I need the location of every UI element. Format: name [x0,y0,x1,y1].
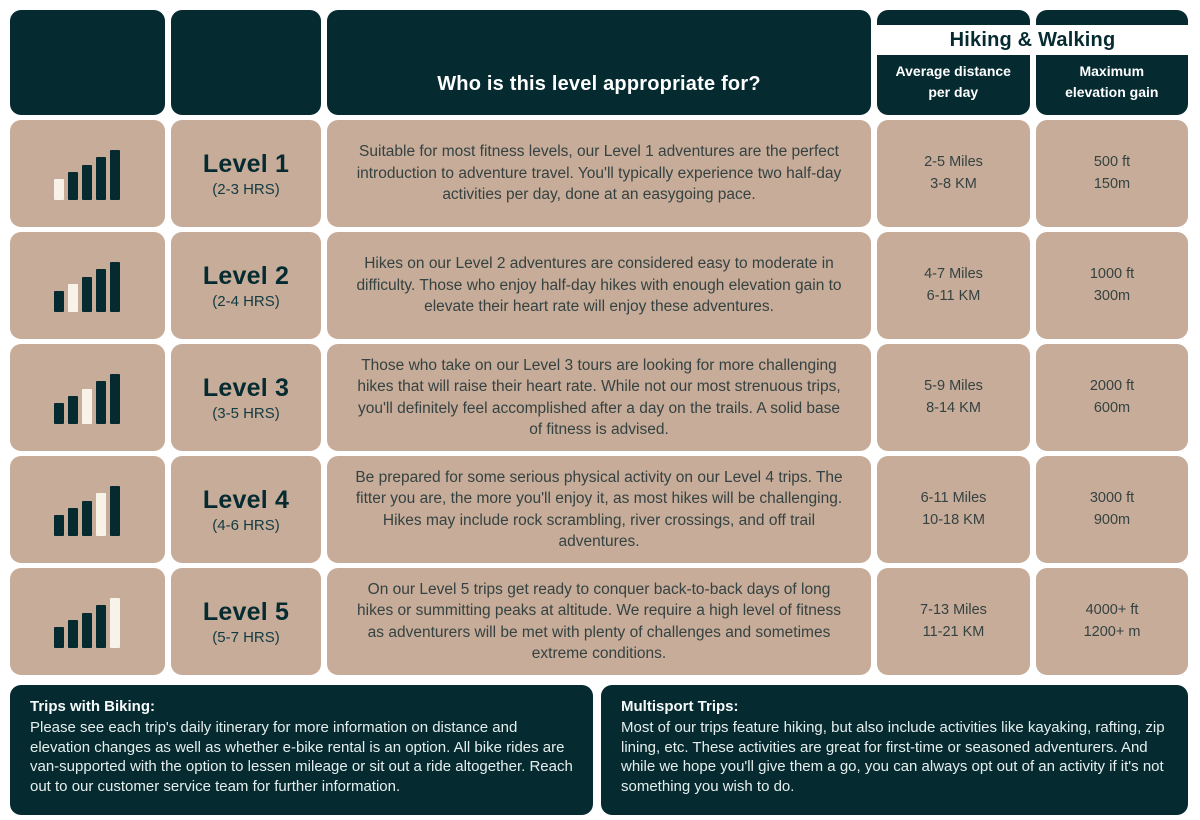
level-2-elevation-cell [1036,232,1188,339]
level-3-distance-cell [877,344,1030,451]
header-hiking-walking-group [877,10,1188,115]
distance-miles: 6-11 Miles [920,489,987,506]
header-who-title: Who is this level appropriate for? [327,10,871,115]
elevation-m: 1200+ m [1083,623,1141,640]
footer-notes [10,685,1188,815]
level-title: Level 5 [202,597,290,626]
level-4-label-cell [171,456,321,563]
elevation-m: 150m [1093,175,1131,192]
distance-km: 11-21 KM [922,623,985,640]
distance-miles: 4-7 Miles [924,265,983,282]
distance-miles: 5-9 Miles [924,377,983,394]
fitness-bars-icon [54,484,122,536]
hiking-walking-title: Hiking & Walking [949,28,1116,51]
level-hours: (2-4 HRS) [212,292,280,310]
level-1-icon-cell [10,120,165,227]
elevation-ft: 1000 ft [1089,265,1135,282]
distance-km: 6-11 KM [926,287,981,304]
fitness-bars-icon [54,260,122,312]
elevation-m: 600m [1093,399,1131,416]
header-icon-column-spacer [10,10,165,115]
level-2-description: Hikes on our Level 2 adventures are considered easy to moderate in difficulty. Those who enjoy half-day hikes with enough elevation gain to elevate their heart rate will enjoy these adventures. [327,232,871,339]
elevation-ft: 3000 ft [1089,489,1135,506]
level-5-distance-cell [877,568,1030,675]
level-3-icon-cell [10,344,165,451]
elevation-m: 300m [1093,287,1131,304]
fitness-bars-icon [54,148,122,200]
level-hours: (2-3 HRS) [212,180,280,198]
level-4-description: Be prepared for some serious physical activity on our Level 4 trips. The fitter you are, the more you'll enjoy it, as most hikes will be challenging. Hikes may include rock scrambling, river crossings, and off trail adventures. [327,456,871,563]
level-2-distance-cell [877,232,1030,339]
distance-km: 3-8 KM [930,175,977,192]
level-3-label-cell [171,344,321,451]
elevation-ft: 2000 ft [1089,377,1135,394]
level-title: Level 3 [202,373,290,402]
header-average-distance-line1: Average distance [895,63,1011,80]
level-hours: (5-7 HRS) [212,628,280,646]
level-title: Level 1 [202,149,290,178]
level-5-description: On our Level 5 trips get ready to conquer back-to-back days of long hikes or summitting peaks at altitude. We require a high level of fitness as adventurers will be met with plenty of challenges and sometimes extreme conditions. [327,568,871,675]
level-title: Level 4 [202,485,290,514]
multisport-note-title: Multisport Trips: [621,698,739,715]
level-4-elevation-cell [1036,456,1188,563]
header-max-elevation-line2: elevation gain [1065,83,1159,100]
level-4-icon-cell [10,456,165,563]
distance-miles: 7-13 Miles [920,601,987,618]
level-5-icon-cell [10,568,165,675]
header-average-distance-line2: per day [928,83,979,100]
fitness-bars-icon [54,596,122,648]
header-max-elevation-line1: Maximum [1079,63,1145,80]
level-5-elevation-cell [1036,568,1188,675]
fitness-bars-icon [54,372,122,424]
levels-table [10,10,1188,675]
multisport-trips-note [601,685,1188,815]
level-2-label-cell [171,232,321,339]
multisport-note-body: Most of our trips feature hiking, but also include activities like kayaking, rafting, zip lining, etc. These activities are great for first-time or seasoned adventurers. And while we hope you'll give them a go, you can always opt out of an activity if it's not something you wish to do. [621,718,1165,796]
level-5-label-cell [171,568,321,675]
header-level-column-spacer [171,10,321,115]
level-hours: (4-6 HRS) [212,516,280,534]
level-1-elevation-cell [1036,120,1188,227]
hiking-walking-banner [877,25,1188,55]
level-2-icon-cell [10,232,165,339]
biking-note-body: Please see each trip's daily itinerary for more information on distance and elevation changes as well as whether e-bike rental is an option. All bike rides are van-supported with the option to lessen mileage or sit out a ride altogether. Reach out to our customer service team for further information. [30,718,573,796]
level-3-elevation-cell [1036,344,1188,451]
trips-with-biking-note [10,685,593,815]
distance-km: 8-14 KM [926,399,981,416]
level-hours: (3-5 HRS) [212,404,280,422]
elevation-m: 900m [1093,511,1131,528]
level-1-label-cell [171,120,321,227]
elevation-ft: 500 ft [1093,153,1131,170]
distance-km: 10-18 KM [922,511,985,528]
elevation-ft: 4000+ ft [1085,601,1139,618]
distance-miles: 2-5 Miles [924,153,983,170]
level-title: Level 2 [202,261,290,290]
level-4-distance-cell [877,456,1030,563]
level-3-description: Those who take on our Level 3 tours are looking for more challenging hikes that will raise their heart rate. While not our most strenuous trips, you'll definitely feel accomplished after a day on the trails. A solid base of fitness is advised. [327,344,871,451]
level-1-distance-cell [877,120,1030,227]
biking-note-title: Trips with Biking: [30,698,156,715]
level-1-description: Suitable for most fitness levels, our Level 1 adventures are the perfect introduction to adventure travel. You'll typically experience two half-day activities per day, done at an easygoing pace. [327,120,871,227]
